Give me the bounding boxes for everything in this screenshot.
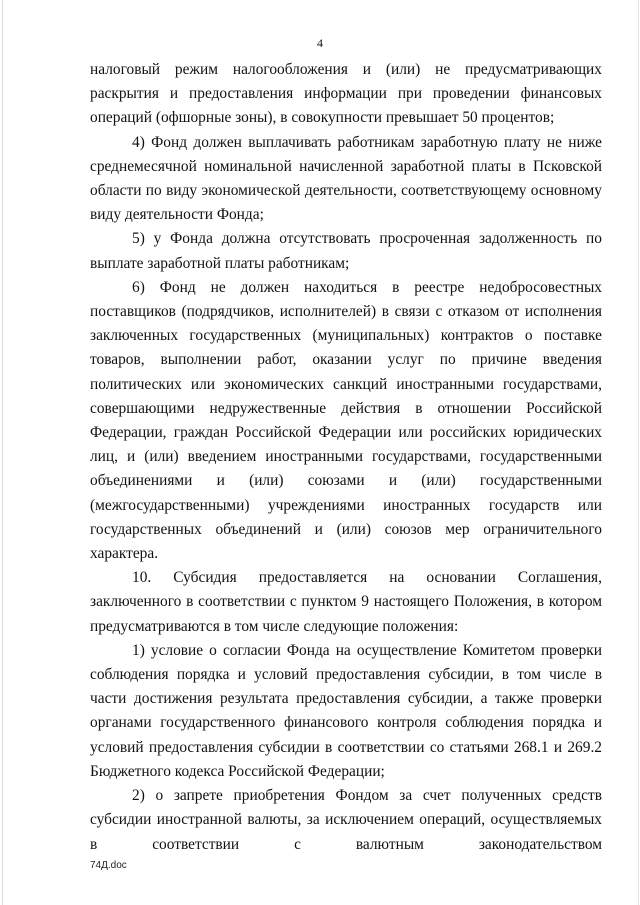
- paragraph-item-5-no-arrears: 5) у Фонда должна отсутствовать просроченная задолженность по выплате заработной платы работникам;: [90, 230, 602, 272]
- paragraph-item-4-salary: 4) Фонд должен выплачивать работникам заработную плату не ниже среднемесячной номинальной начисленной заработной платы в Псковской области по виду экономической деятельности, соответствующему основному виду деятельности Фонда;: [90, 133, 602, 224]
- paragraph-item-2-currency-ban: 2) о запрете приобретения Фондом за счет полученных средств субсидии иностранной валюты, за исключением операций, осуществляемых в соответствии с валютным законодательством: [90, 787, 602, 853]
- page-edge-left: [2, 0, 3, 905]
- document-body: [90, 58, 602, 857]
- page-number: 4: [317, 36, 323, 50]
- footer-filename: 74Д.doc: [90, 860, 127, 871]
- paragraph-item-1-inspection-consent: 1) условие о согласии Фонда на осуществление Комитетом проверки соблюдения порядка и условий предоставления субсидии, в том числе в части достижения результата предоставления субсидии, а также проверки органами государственного финансового контроля соблюдения порядка и условий предоставления субсидии в соответствии со статьями 268.1 и 269.2 Бюджетного кодекса Российской Федерации;: [90, 641, 602, 780]
- page-edge-right: [638, 0, 639, 905]
- paragraph-item-6-registry: 6) Фонд не должен находиться в реестре недобросовестных поставщиков (подрядчиков, исполнителей) в связи с отказом от исполнения заключенных государственных (муниципальных) контрактов о поставке товаров, выполнении работ, оказании услуг по причине введения политических или экономических санкций иностранными государствами, совершающими недружественные действия в отношении Российской Федерации, граждан Российской Федерации или российских юридических лиц, и (или) введением иностранными государствами, государственными объединениями и (или) союзами и (или) государственными (межгосударственными) учреждениями иностранных государств или государственных объединений и (или) союзов мер ограничительного характера.: [90, 278, 602, 563]
- paragraph-clause-10-agreement: 10. Субсидия предоставляется на основании Соглашения, заключенного в соответствии с пунктом 9 настоящего Положения, в котором предусматриваются в том числе следующие положения:: [90, 569, 602, 635]
- paragraph-offshore-continuation: налоговый режим налогообложения и (или) не предусматривающих раскрытия и предоставления информации при проведении финансовых операций (офшорные зоны), в совокупности превышает 50 процентов;: [90, 61, 602, 127]
